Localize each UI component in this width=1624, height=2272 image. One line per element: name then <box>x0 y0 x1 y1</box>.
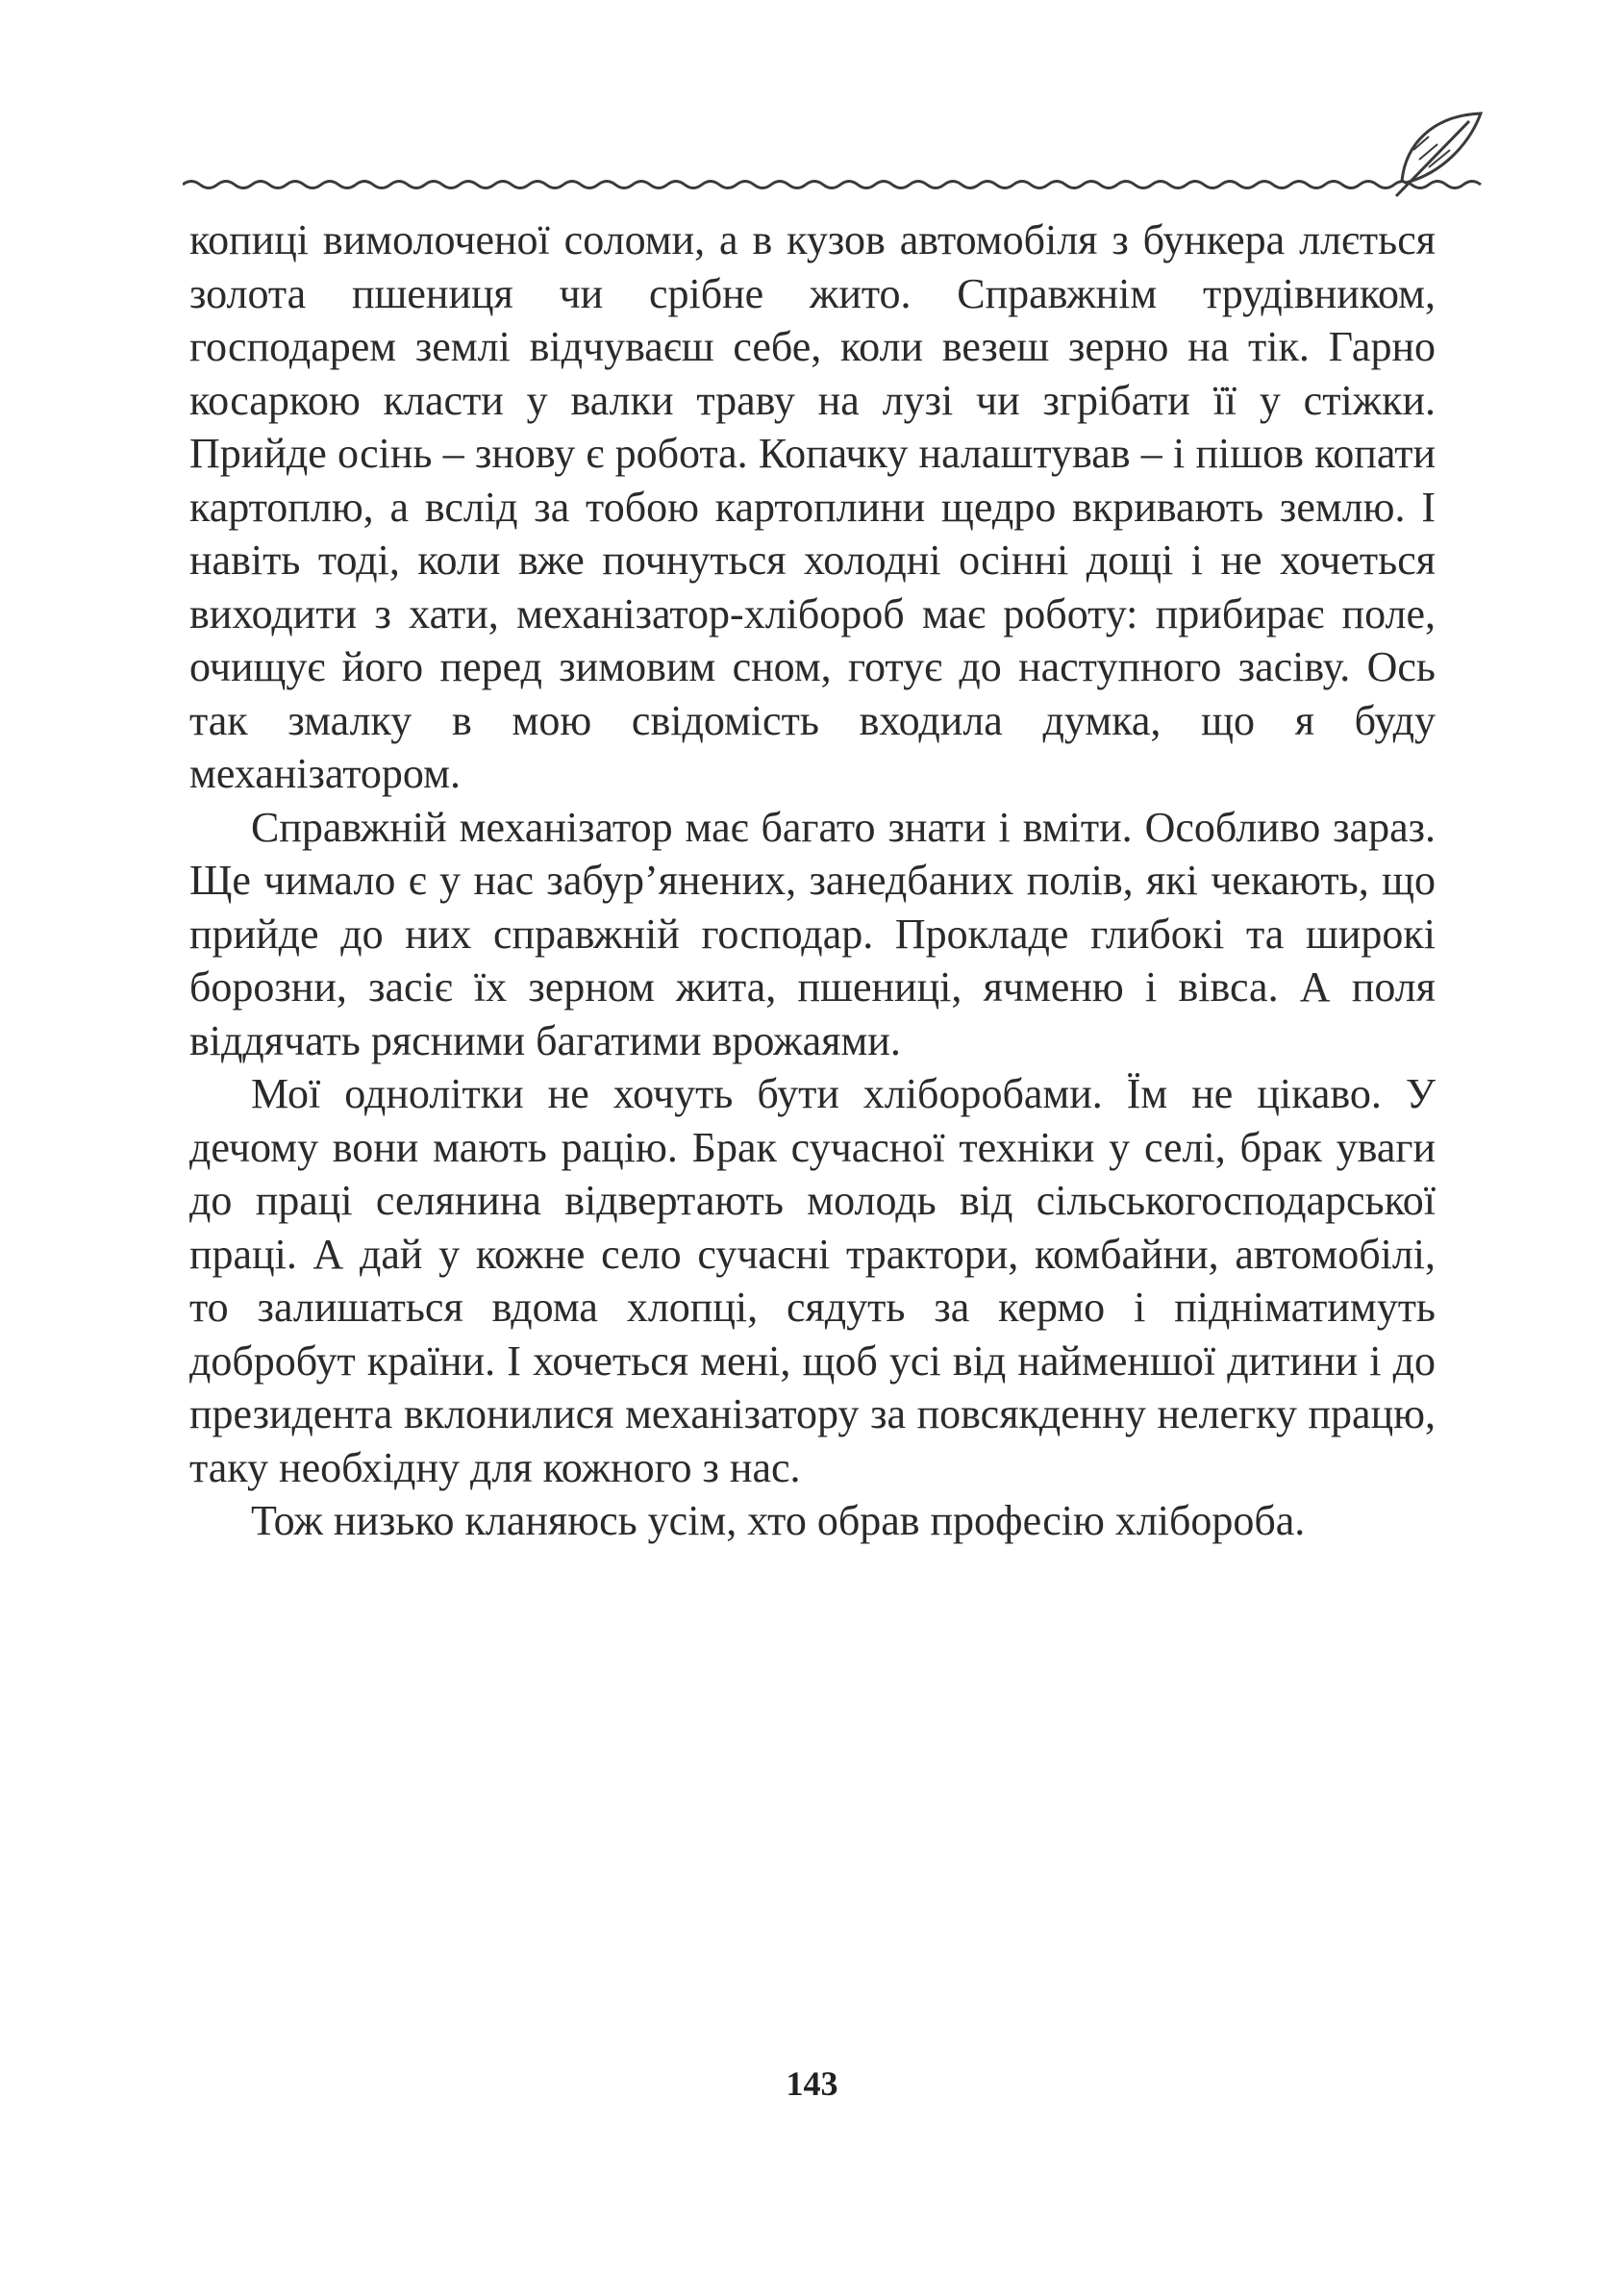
wavy-divider-line <box>183 182 1481 188</box>
paragraph: копиці вимолоченої соломи, а в кузов автомобіля з бункера ллється золота пшениця чи срібне жито. Справжнім трудівником, господарем землі відчуваєш себе, коли везеш зерно на тік. Гарно косаркою класти у валки траву на лузі чи згрібати її у стіжки. Прийде осінь – знову є робота. Копачку налаштував – і пішов копати картоплю, а вслід за тобою картоплини щедро вкривають землю. І навіть тоді, коли вже почнуться холодні осінні дощі і не хочеться виходити з хати, механізатор-хлібороб має роботу: прибирає поле, очищує його перед зимовим сном, готує до наступного засіву. Ось так змалку в мою свідомість входила думка, що я буду механізатором. <box>189 216 1436 797</box>
paragraph: Мої однолітки не хочуть бути хліборобами. Їм не цікаво. У дечому вони мають рацію. Брак сучасної техніки у селі, брак уваги до праці селянина відвертають молодь від сільськогосподарської праці. А дай у кожне село сучасні трактори, комбайни, автомобілі, то залишаться вдома хлопці, сядуть за кермо і підніматимуть добробут країни. І хочеться мені, щоб усі від найменшої дитини і до президента вклонилися механізатору за повсякденну нелегку працю, таку необхідну для кожного з нас. <box>189 1070 1436 1491</box>
header-ornament <box>183 106 1500 212</box>
paragraph: Справжній механізатор має багато знати і вміти. Особливо зараз. Ще чимало є у нас забур’янених, занедбаних полів, які чекають, що прийде до них справжній господар. Прокладе глибокі та широкі борозни, засіє їх зерном жита, пшениці, ячменю і вівса. А поля віддячать рясними багатими врожаями. <box>189 803 1436 1064</box>
quill-feather-icon <box>1396 113 1481 196</box>
page-number: 143 <box>786 2064 838 2103</box>
paragraph: Тож низько кланяюсь усім, хто обрав професію хлібороба. <box>251 1497 1306 1544</box>
body-text <box>189 213 1436 1548</box>
